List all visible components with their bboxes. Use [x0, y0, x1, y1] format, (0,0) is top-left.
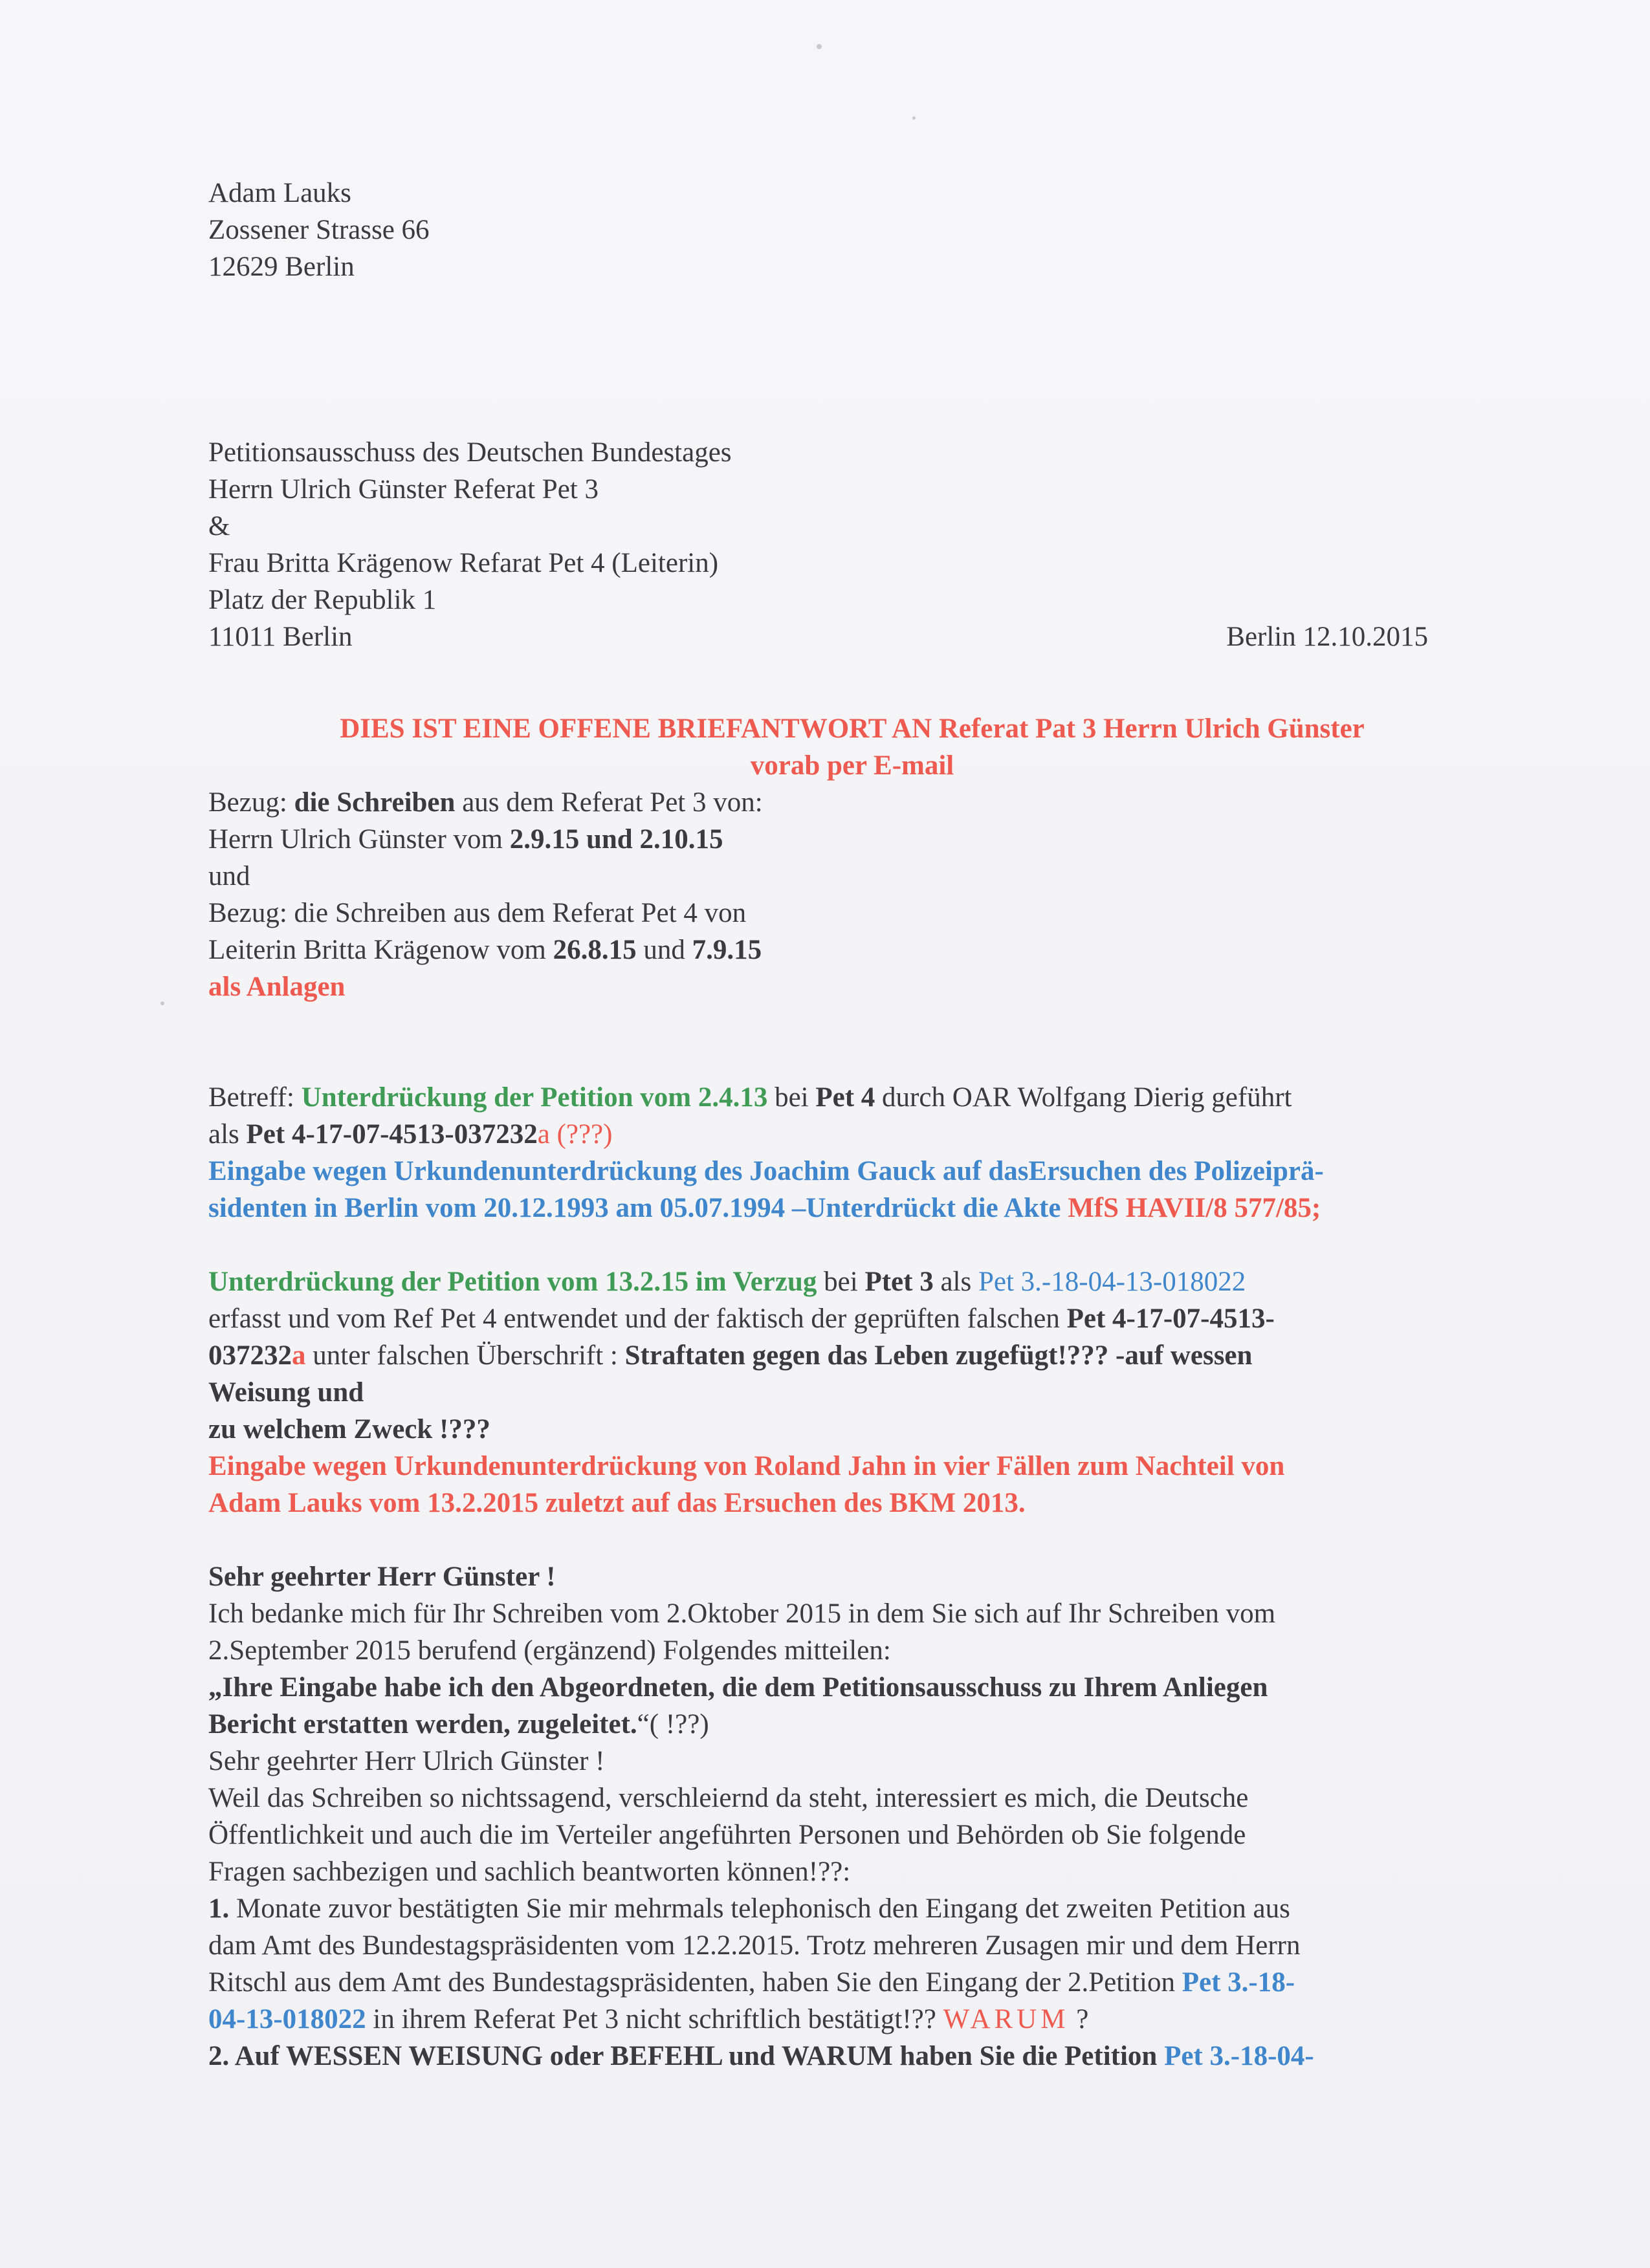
- betreff-text: bei: [817, 1267, 865, 1297]
- body-text: Fragen sachbezigen und sachlich beantworten können!??:: [208, 1857, 851, 1887]
- reference-block: [208, 784, 1496, 1005]
- petition-number: Pet 4-17-07-4513-: [1066, 1303, 1275, 1334]
- bezug-text: Herrn Ulrich Günster vom: [208, 824, 510, 855]
- recipient-line: Platz der Republik 1: [208, 585, 437, 615]
- body-text: Monate zuvor bestätigten Sie mir mehrmals telephonisch den Eingang det zweiten Petition aus: [229, 1893, 1290, 1924]
- bezug-text: und: [208, 861, 250, 891]
- betreff-text: bei: [767, 1082, 816, 1113]
- betreff-text: als: [933, 1267, 978, 1297]
- subject-block-2: [208, 1263, 1496, 1521]
- scan-speck: [912, 116, 916, 120]
- betreff-highlight: Unterdrückung der Petition vom 2.4.13: [301, 1082, 768, 1113]
- petition-number: Pet 4-17-07-4513-037232: [246, 1119, 538, 1150]
- sender-city: 12629 Berlin: [208, 252, 355, 282]
- recipient-line: Herrn Ulrich Günster Referat Pet 3: [208, 474, 599, 505]
- headline: [208, 710, 1496, 784]
- betreff-text: als: [208, 1119, 247, 1150]
- recipient-line: &: [208, 511, 230, 541]
- betreff-text: durch OAR Wolfgang Dierig geführt: [875, 1082, 1292, 1113]
- betreff-label: Betreff:: [208, 1082, 302, 1113]
- bezug-date: 26.8.15: [553, 935, 637, 965]
- body-text: in ihrem Referat Pet 3 nicht schriftlich bestätigt!??: [366, 2004, 943, 2034]
- body-text: Öffentlichkeit und auch die im Verteiler angeführten Personen und Behörden ob Sie folgende: [208, 1820, 1246, 1850]
- quote-text: „Ihre Eingabe habe ich den Abgeordneten, die dem Petitionsausschuss zu Ihrem Anliegen: [208, 1672, 1268, 1703]
- recipient-line: Petitionsausschuss des Deutschen Bundestages: [208, 437, 732, 468]
- petition-suffix: a: [292, 1340, 306, 1371]
- body-text: Ich bedanke mich für Ihr Schreiben vom 2.Oktober 2015 in dem Sie sich auf Ihr Schreiben vom: [208, 1598, 1276, 1629]
- question-number: 1.: [208, 1893, 230, 1924]
- betreff-eingabe: Eingabe wegen Urkundenunterdrückung des Joachim Gauck auf dasErsuchen des Polizeiprä-: [208, 1156, 1324, 1186]
- betreff-eingabe: Eingabe wegen Urkundenunterdrückung von Roland Jahn in vier Fällen zum Nachteil von: [208, 1451, 1285, 1481]
- letter-body: [208, 1558, 1496, 2075]
- warum-emphasis: WARUM: [943, 2004, 1070, 2034]
- sender-name: Adam Lauks: [208, 178, 351, 208]
- recipient-address: [208, 434, 1496, 655]
- file-reference: MfS HAVII/8 577/85;: [1068, 1193, 1321, 1223]
- bezug-text: Leiterin Britta Krägenow vom: [208, 935, 553, 965]
- bezug-text: die Schreiben: [294, 787, 456, 818]
- scan-speck: [817, 44, 822, 49]
- subject-block: [208, 1079, 1496, 1227]
- betreff-ref: Ptet 3: [864, 1267, 934, 1297]
- petition-number: Pet 3.-18-04-: [1164, 2041, 1314, 2071]
- bezug-text: Bezug: die Schreiben aus dem Referat Pet 4 von: [208, 898, 747, 928]
- body-text: “( !??): [637, 1709, 709, 1739]
- body-text: Ritschl aus dem Amt des Bundestagspräsidenten, haben Sie den Eingang der 2.Petition: [208, 1967, 1182, 1998]
- body-text: dam Amt des Bundestagspräsidenten vom 12.2.2015. Trotz mehreren Zusagen mir und dem Herrn: [208, 1930, 1301, 1961]
- petition-suffix: a (???): [537, 1119, 613, 1150]
- salutation-2: Sehr geehrter Herr Ulrich Günster !: [208, 1746, 605, 1776]
- scan-speck: [160, 1001, 164, 1005]
- recipient-line: 11011 Berlin: [208, 622, 353, 652]
- headline-subline: vorab per E-mail: [750, 750, 954, 781]
- letter-date: Berlin 12.10.2015: [1226, 622, 1428, 652]
- bezug-label: Bezug:: [208, 787, 294, 818]
- betreff-bold: zu welchem Zweck !???: [208, 1414, 490, 1445]
- bezug-dates: 2.9.15 und 2.10.15: [509, 824, 723, 855]
- betreff-highlight: Unterdrückung der Petition vom 13.2.15 im Verzug: [208, 1267, 817, 1297]
- salutation: Sehr geehrter Herr Günster !: [208, 1562, 556, 1592]
- headline-line: DIES IST EINE OFFENE BRIEFANTWORT AN Referat Pat 3 Herrn Ulrich Günster: [340, 714, 1365, 744]
- body-text: ?: [1069, 2004, 1089, 2034]
- body-text: 2.September 2015 berufend (ergänzend) Folgendes mitteilen:: [208, 1635, 891, 1666]
- petition-number: 037232: [208, 1340, 292, 1371]
- bezug-text: und: [636, 935, 692, 965]
- betreff-text: erfasst und vom Ref Pet 4 entwendet und der faktisch der geprüften falschen: [208, 1303, 1067, 1334]
- betreff-eingabe: sidenten in Berlin vom 20.12.1993 am 05.07.1994 –Unterdrückt die Akte: [208, 1193, 1068, 1223]
- bezug-text: aus dem Referat Pet 3 von:: [455, 787, 763, 818]
- betreff-bold: Straftaten gegen das Leben zugefügt!??? -auf wessen: [624, 1340, 1253, 1371]
- sender-street: Zossener Strasse 66: [208, 215, 430, 245]
- betreff-text: unter falschen Überschrift :: [305, 1340, 625, 1371]
- sender-address: [208, 175, 1496, 285]
- body-text: Weil das Schreiben so nichtssagend, verschleiernd da steht, interessiert es mich, die Deutsche: [208, 1783, 1249, 1813]
- petition-number: Pet 3.-18-04-13-018022: [978, 1267, 1246, 1297]
- attachments-note: als Anlagen: [208, 972, 346, 1002]
- letter-content: [208, 175, 1496, 2075]
- petition-number: Pet 3.-18-: [1182, 1967, 1295, 1998]
- bezug-date: 7.9.15: [692, 935, 762, 965]
- petition-number: 04-13-018022: [208, 2004, 366, 2034]
- betreff-ref: Pet 4: [815, 1082, 875, 1113]
- question-text: 2. Auf WESSEN WEISUNG oder BEFEHL und WARUM haben Sie die Petition: [208, 2041, 1165, 2071]
- quote-text: Bericht erstatten werden, zugeleitet.: [208, 1709, 637, 1739]
- recipient-line: Frau Britta Krägenow Refarat Pet 4 (Leiterin): [208, 548, 719, 578]
- betreff-bold: Weisung und: [208, 1377, 364, 1408]
- betreff-eingabe: Adam Lauks vom 13.2.2015 zuletzt auf das Ersuchen des BKM 2013.: [208, 1488, 1026, 1518]
